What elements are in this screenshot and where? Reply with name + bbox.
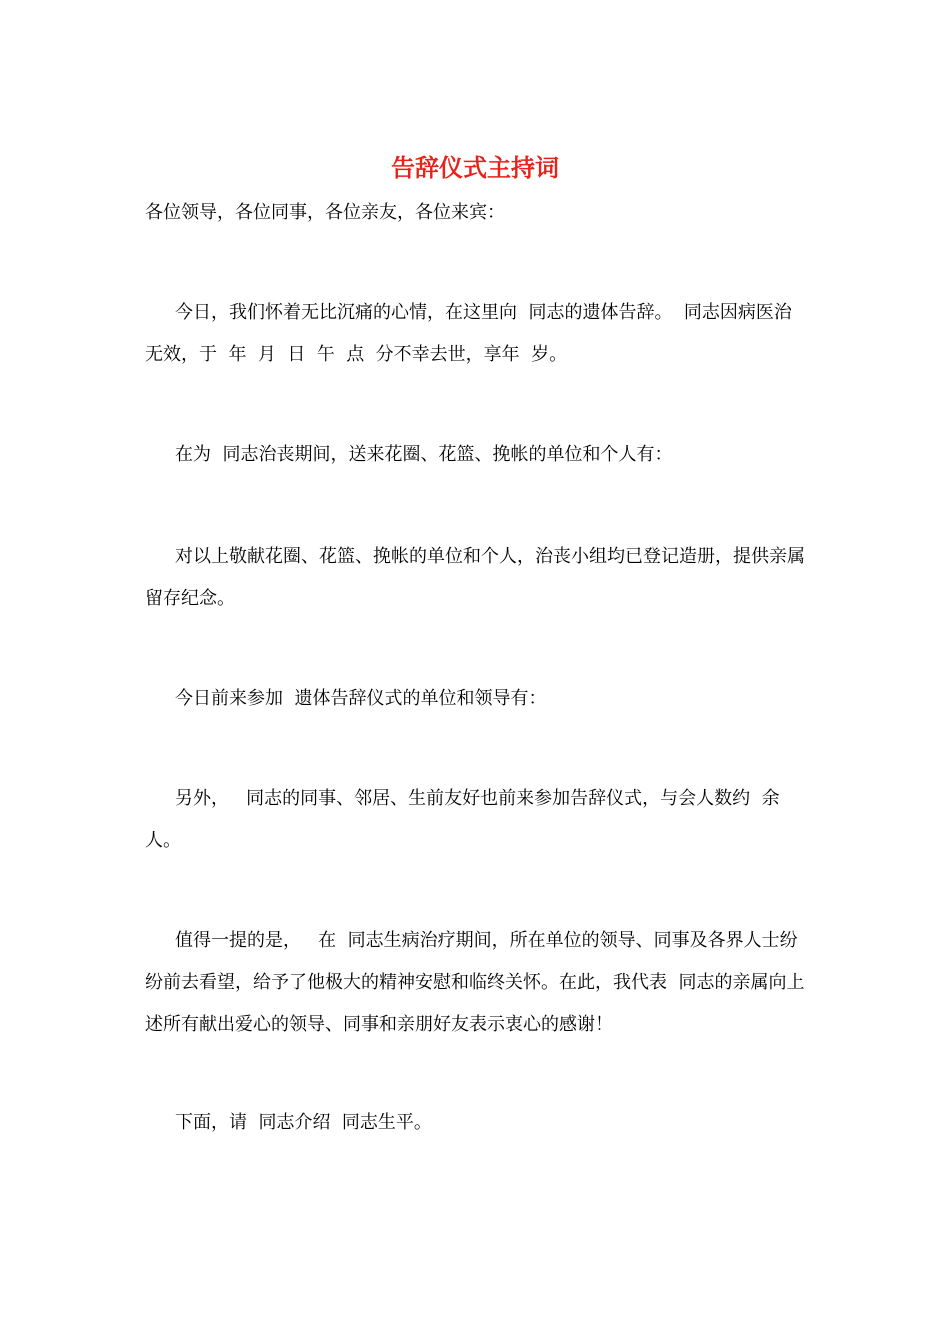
paragraph-4: 今日前来参加 遗体告辞仪式的单位和领导有： <box>175 688 547 709</box>
salutation: 各位领导，各位同事，各位亲友，各位来宾： <box>145 202 505 223</box>
paragraph-3: 对以上敬献花圈、花篮、挽帐的单位和个人，治丧小组均已登记造册，提供亲属留存纪念。 <box>145 546 805 609</box>
paragraph-7: 下面，请 同志介绍 同志生平。 <box>175 1112 432 1133</box>
document-title: 告辞仪式主持词 <box>391 153 559 182</box>
paragraph-2: 在为 同志治丧期间，送来花圈、花篮、挽帐的单位和个人有： <box>175 444 673 465</box>
paragraph-1: 今日，我们怀着无比沉痛的心情，在这里向 同志的遗体告辞。 同志因病医治无效，于 年 月 日 午 点 分不幸去世，享年 岁。 <box>145 302 792 365</box>
paragraph-6: 值得一提的是， 在 同志生病治疗期间，所在单位的领导、同事及各界人士纷纷前去看望，给予了他极大的精神安慰和临终关怀。在此，我代表 同志的亲属向上述所有献出爱心的领导、同事和亲朋好友表示衷心的感谢！ <box>145 930 805 1035</box>
paragraph-5: 另外， 同志的同事、邻居、生前友好也前来参加告辞仪式，与会人数约 余人。 <box>145 788 780 851</box>
